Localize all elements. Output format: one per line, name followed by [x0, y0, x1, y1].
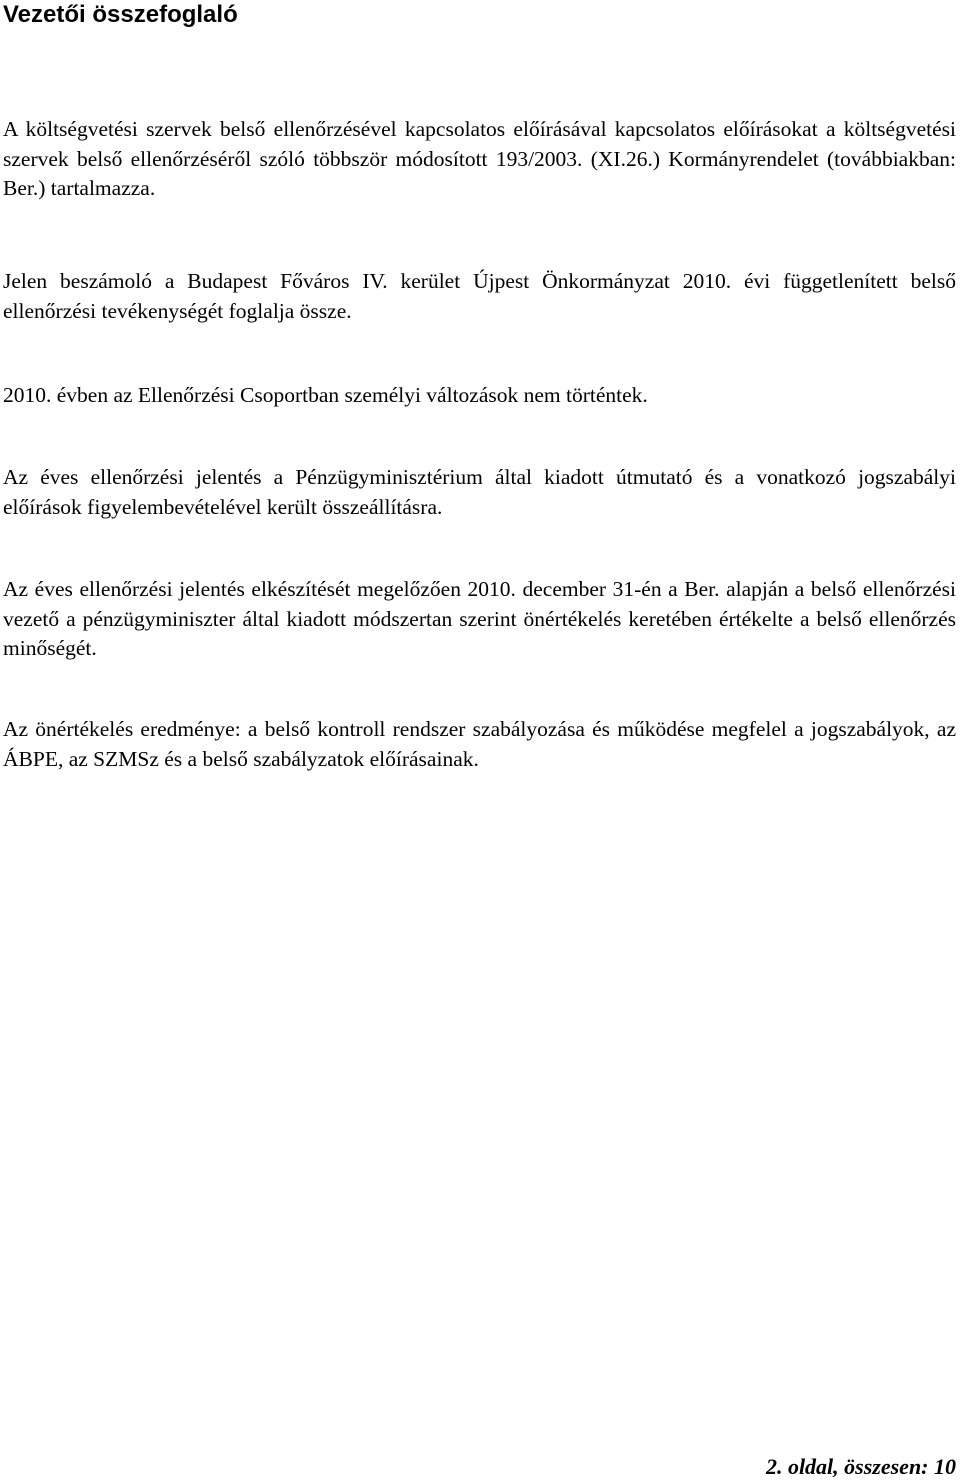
page-number-footer: 2. oldal, összesen: 10: [765, 1454, 956, 1479]
page-title: Vezetői összefoglaló: [3, 1, 238, 28]
paragraph-staff-changes: 2010. évben az Ellenőrzési Csoportban személyi változások nem történtek.: [3, 383, 648, 407]
paragraph-assessment-result: Az önértékelés eredménye: a belső kontroll rendszer szabályozása és működése megfelel a jogszabályok, az ÁBPE, az SZMSz és a belső szabályzatok előírásainak.: [3, 717, 956, 771]
paragraph-self-assessment: Az éves ellenőrzési jelentés elkészítését megelőzően 2010. december 31-én a Ber. alapján a belső ellenőrzési vezető a pénzügyminiszter által kiadott módszertan szerint önértékelés keretében értékelte a belső ellenőrzés minőségét.: [3, 577, 956, 660]
paragraph-legal-basis: A költségvetési szervek belső ellenőrzésével kapcsolatos előírásával kapcsolatos előírásokat a költségvetési szervek belső ellenőrzéséről szóló többször módosított 193/2003. (XI.26.) Kormányrendelet (továbbiakban: Ber.) tartalmazza.: [3, 117, 956, 200]
paragraph-report-guidance: Az éves ellenőrzési jelentés a Pénzügyminisztérium által kiadott útmutató és a vonatkozó jogszabályi előírások figyelembevételével került összeállításra.: [3, 465, 956, 519]
paragraph-report-scope: Jelen beszámoló a Budapest Főváros IV. kerület Újpest Önkormányzat 2010. évi függetlenített belső ellenőrzési tevékenységét foglalja össze.: [3, 269, 956, 323]
